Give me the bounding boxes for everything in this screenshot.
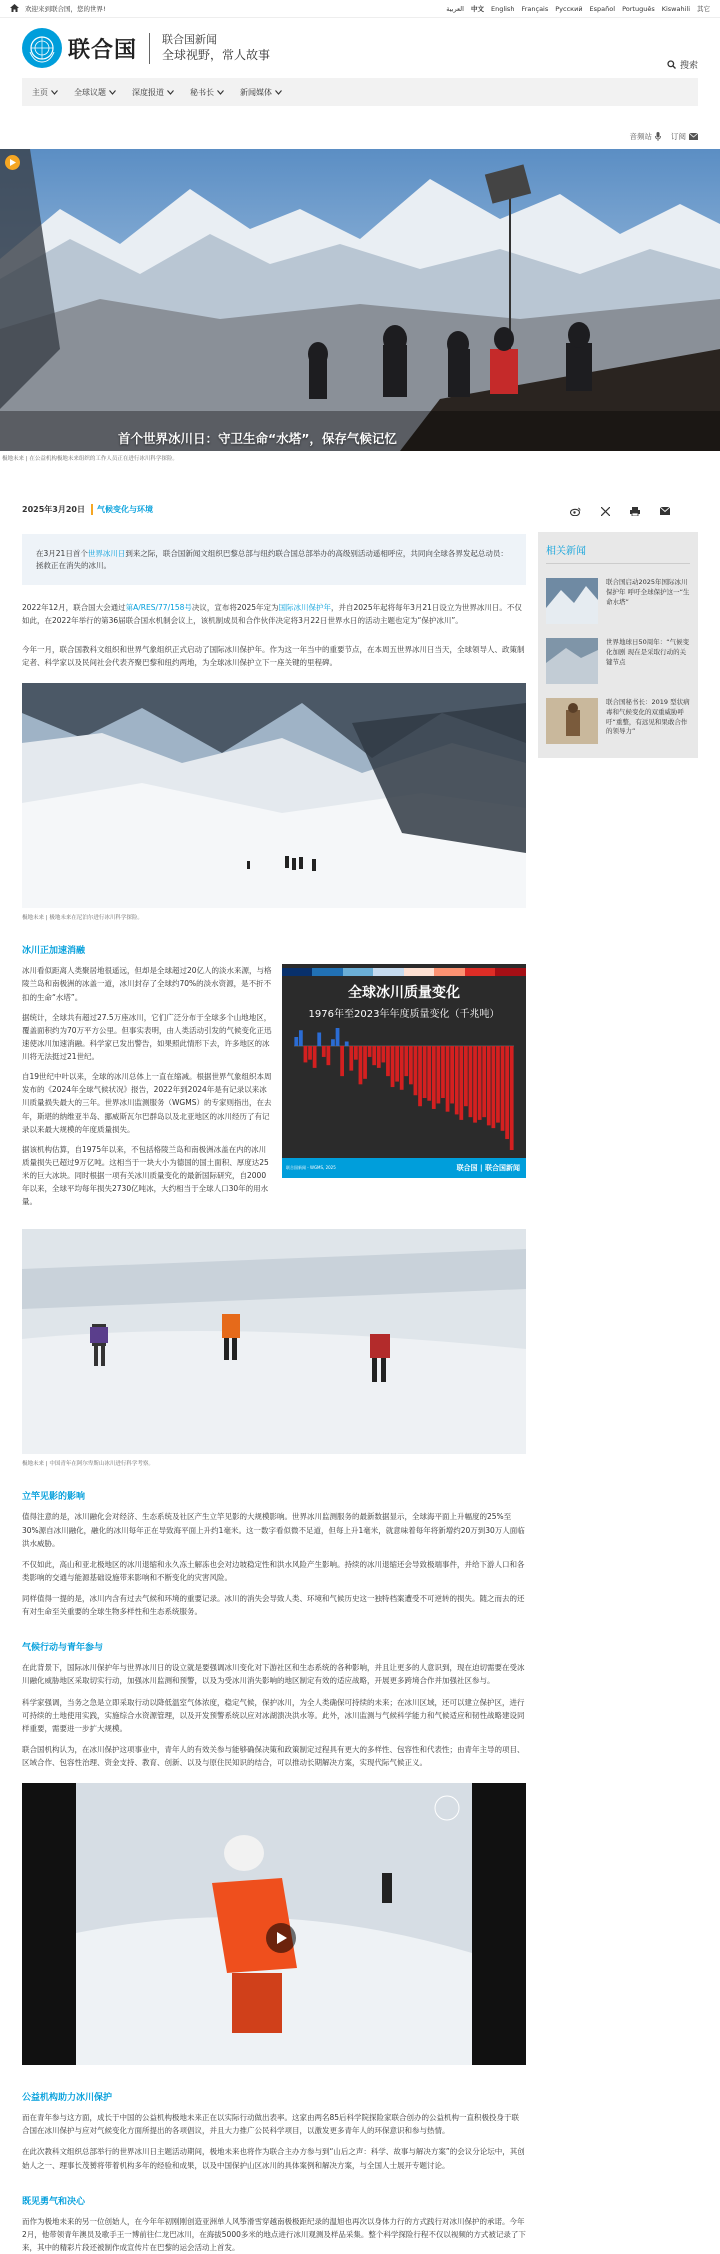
- search-button[interactable]: [667, 58, 698, 71]
- nav-item[interactable]: [32, 87, 58, 98]
- paragraph: 值得注意的是，冰川融化会对经济、生态系统及社区产生立竿见影的大规模影响。世界冰川监测服务的最新数据显示，全球海平面上升幅度的25%至30%源自冰川融化，融化的冰川每年正在导致海平面上升约1毫米。这一数字看似微不足道，但每上升1毫米，就意味着每年将新增约20万到30万人面临洪水威胁。: [22, 1512, 525, 1548]
- chart-bar: [372, 1046, 376, 1065]
- chart-bar: [354, 1046, 358, 1060]
- two-column-block: [22, 964, 526, 1215]
- related-news: [538, 532, 698, 758]
- language-link[interactable]: 中文: [470, 5, 484, 13]
- nav-item-label: 秘书长: [190, 87, 214, 97]
- related-thumb: [546, 578, 598, 624]
- chevron-down-icon: [167, 90, 174, 95]
- nav-item-label: 深度报道: [132, 87, 164, 97]
- home-icon[interactable]: [10, 4, 19, 14]
- chart-bar: [336, 1028, 340, 1046]
- language-link[interactable]: English: [490, 4, 515, 13]
- mail-icon[interactable]: [660, 507, 670, 515]
- paragraph: 同样值得一提的是，冰川内含有过去气候和环境的重要记录。冰川的消失会导致人类、环境和气候历史这一独特档案遭受不可逆转的损失。随之而去的还有对生命至关重要的全球生物多样性和生态系统服务。: [22, 1594, 525, 1617]
- related-item[interactable]: [546, 698, 690, 744]
- section-heading: 冰川正加速消融: [22, 946, 86, 957]
- chart-bar: [345, 1042, 349, 1047]
- related-news-title: 相关新闻: [546, 542, 690, 564]
- chart-bar: [294, 1037, 298, 1046]
- language-link[interactable]: Русский: [555, 4, 583, 13]
- tools-row: [0, 126, 720, 146]
- section-heading: 公益机构助力冰川保护: [22, 2093, 113, 2104]
- chart-bar: [450, 1046, 454, 1103]
- chart-footer: [282, 1158, 526, 1178]
- chart-bar: [391, 1046, 395, 1087]
- chart-bar: [386, 1046, 390, 1076]
- chevron-down-icon: [109, 90, 116, 95]
- article-meta: [22, 504, 526, 515]
- article-title: 首个世界冰川日：守卫生命“水塔”，保存气候记忆: [118, 431, 397, 446]
- figure-glacier-expedition: [22, 683, 526, 921]
- section-heading: 立竿见影的影响: [22, 1492, 86, 1503]
- chart-source: 联合国新闻 - WGMS, 2025: [286, 1165, 336, 1171]
- chevron-down-icon: [275, 90, 282, 95]
- language-link[interactable]: العربية: [446, 4, 464, 13]
- chart-bar: [395, 1046, 399, 1082]
- chart-bar: [409, 1046, 413, 1084]
- lead-text: 到来之际，联合国新闻文组织巴黎总部与纽约联合国总部举办的高级别活动遥相呼应，共同向全球各界发起总动员：拯救正在消失的冰川。: [36, 549, 508, 571]
- language-link[interactable]: Français: [521, 4, 549, 13]
- paragraph: 冰川看似距离人类聚居地很遥远，但却是全球超过20亿人的淡水来源，与格陵兰岛和南极洲的冰盖一道，冰川封存了全球约70%的淡水资源，是不折不扣的生命“水塔”。: [22, 966, 272, 1002]
- two-column-text: [22, 964, 272, 1215]
- climbers-photo: [22, 1229, 526, 1454]
- chart-bar: [496, 1046, 500, 1123]
- figure-caption: 极地未来 | 中国青年在阿尔卑斯山冰川进行科学考察。: [22, 1461, 154, 1468]
- related-title: 世界地球日50周年：“气候变化加剧 现在是采取行动的关键节点: [606, 638, 690, 666]
- paragraph: 据统计，全球共有超过27.5万座冰川，它们广泛分布于全球多个山地地区，覆盖面积约为70万平方公里。但事实表明，由人类活动引发的气候变化正迅速使冰川加速消融。科学家已发出警告，如果照此情形下去，许多地区的冰川将无法挺过21世纪。: [22, 1012, 272, 1061]
- subscribe-label: 订阅: [671, 131, 686, 141]
- chart-bar: [501, 1046, 505, 1131]
- language-link[interactable]: Español: [589, 4, 616, 13]
- paragraph: 在此背景下，国际冰川保护年与世界冰川日的设立就是要强调冰川变化对下游社区和生态系统的各种影响，并且让更多的人意识到，现在迫切需要在受冰川融化威胁地区采取切实行动，加强冰川监测和预警，以及为受冰川消失影响的地区制定有效的适应战略，开展更多跨境合作并加强社区参与。: [22, 1663, 525, 1686]
- chart-bar: [446, 1046, 450, 1112]
- related-item[interactable]: [546, 638, 690, 684]
- org-name: 联合国: [68, 33, 150, 64]
- chart-bar: [478, 1046, 482, 1120]
- chart-bar: [400, 1046, 404, 1090]
- paragraph: [22, 601, 526, 627]
- paragraph: 联合国机构认为，在冰川保护这项事业中，青年人的有效关参与能够确保决策和政策制定过程具有更大的多样性、包容性和代表性；由青年主导的项目、区域合作、包容性治理、资金支持、教育、创新、以及与原住民知识的结合，可以推动长期解决方案，实现代际气候正义。: [22, 1744, 525, 1767]
- figure-caption: 极地未来 | 极地未来在尼泊尔进行冰川科学探险。: [22, 915, 143, 922]
- language-switcher: [446, 4, 710, 13]
- article-body: [22, 498, 526, 2254]
- chart-bar: [331, 1040, 335, 1047]
- chart-title: 全球冰川质量变化: [348, 985, 460, 1002]
- related-title: 联合国秘书长：2019 型状病毒和气候变化的双重威胁呼吁“重整，有远见和果敢合作的领导力”: [606, 698, 690, 736]
- nav-item[interactable]: [74, 87, 116, 98]
- language-link[interactable]: Kiswahili: [661, 4, 690, 13]
- welcome-text: 欢迎来到联合国，您的世界!: [25, 5, 106, 13]
- chart-bar: [304, 1046, 308, 1062]
- hero-caption: 极地未来 | 在公益机构极地未来组织的工作人员正在进行冰川科学探险。: [2, 456, 178, 462]
- nav-item-label: 全球议题: [74, 87, 106, 97]
- paragraph-text: 决议，宣布将2025年定为: [191, 602, 279, 612]
- chart-bar: [464, 1046, 468, 1106]
- microphone-icon: [655, 132, 661, 141]
- nav-item[interactable]: [240, 87, 282, 98]
- chart-bar: [414, 1046, 418, 1095]
- site-name: [162, 32, 270, 64]
- chart-subtitle: 1976年至2023年年度质量变化（千兆吨）: [308, 1009, 500, 1021]
- warming-stripes: [282, 968, 526, 976]
- video-play-icon[interactable]: [266, 1923, 296, 1953]
- related-thumb: [546, 698, 598, 744]
- article-date: 2025年3月20日: [22, 505, 85, 514]
- search-label: 搜索: [679, 61, 698, 71]
- chart-bar: [510, 1046, 514, 1150]
- video-player[interactable]: [22, 1783, 526, 2068]
- glacier-mass-chart: [282, 964, 526, 1178]
- paragraph: 而作为极地未来的另一位创始人，在今年年初刚刚创造亚洲单人风筝滑雪穿越南极极距纪录的温旭也再次以身体力行的方式践行对冰川保护的承诺。今年2月，他带领青年澳员及歌手王一博前往仁龙巴冰川，在海拔5000多米的地点进行冰川观测及样品采集。整个科学探险行程不仅以视频的方式被记录了下来，其中的精彩片段还被制作成宣传片在巴黎的运会活动上首发。: [22, 2216, 526, 2252]
- category-link[interactable]: 气候变化与环境: [91, 504, 153, 515]
- chart-bar: [432, 1046, 436, 1109]
- related-item[interactable]: [546, 578, 690, 624]
- chart-bar: [381, 1046, 385, 1062]
- paragraph: 科学家强调，当务之急是立即采取行动以降低温室气体浓度，稳定气候，保护冰川，为全人类确保可持续的未来；在冰川区域，还可以建立保护区，进行可持续的土地使用实践，实施综合水资源管理，以及开发预警系统以应对冰湖溃决洪水等。此外，冰川监测与气候科学能力和气候适应和韧性战略建设同样重要，需要进一步扩大规模。: [22, 1697, 525, 1733]
- chart-bar: [359, 1046, 363, 1084]
- nav-item-label: 新闻媒体: [240, 87, 272, 97]
- subscribe-link[interactable]: [671, 131, 698, 142]
- chart-bar: [308, 1046, 312, 1060]
- un-emblem-icon: [22, 28, 62, 68]
- top-bar: [0, 0, 720, 18]
- chart-bar: [455, 1046, 459, 1114]
- language-link[interactable]: 其它: [697, 5, 710, 13]
- chart-brand: 联合国 | 联合国新闻: [456, 1164, 520, 1173]
- main-nav: [22, 78, 698, 106]
- chart-bar: [404, 1046, 408, 1076]
- chart-bar: [441, 1046, 445, 1098]
- chart-bar: [469, 1046, 473, 1117]
- chart-bar: [423, 1046, 427, 1098]
- chart-plot: [282, 1024, 526, 1154]
- paragraph: 而在青年参与这方面，成长于中国的公益机构极地未来正在以实际行动做出表率。这家由两名85后科学院探险家联合创办的公益机构一直积极投身于联合国在冰川保护与应对气候变化方面所提出的各项倡议，并且大力推广公民科学项目，以激发更多青年人的环保意识和参与热情。: [22, 2113, 520, 2136]
- chevron-down-icon: [217, 90, 224, 95]
- un-logo[interactable]: [22, 28, 162, 68]
- related-title: 联合国启动2025年国际冰川保护年 呼吁全球保护这一“生命水塔”: [606, 578, 690, 606]
- chart-bar: [340, 1046, 344, 1076]
- x-icon[interactable]: [601, 507, 610, 516]
- chart-bar: [377, 1046, 381, 1068]
- glacier-year-link[interactable]: 国际冰川保护年: [278, 602, 332, 612]
- resolution-link[interactable]: 第A/RES/77/158号: [125, 602, 192, 612]
- chart-bar: [487, 1046, 491, 1125]
- world-glacier-day-link[interactable]: 世界冰川日: [87, 549, 126, 558]
- nav-item[interactable]: [190, 87, 224, 98]
- mail-icon: [689, 133, 698, 140]
- chart-bar: [368, 1046, 372, 1057]
- audio-label: 音频站: [629, 131, 652, 141]
- section-heading: 既见勇气和决心: [22, 2196, 86, 2207]
- figure-climbers: [22, 1229, 526, 1467]
- site-tagline: 全球视野，常人故事: [162, 48, 271, 63]
- language-link[interactable]: Português: [622, 4, 655, 13]
- chart-bar: [436, 1046, 440, 1103]
- paragraph: 在此次教科文组织总部举行的世界冰川日主题活动期间，极地未来也将作为联合主办方参与到“山后之声：科学、故事与解决方案”的会议分论坛中，其创始人之一、理事长茂赟将带着机构多年的经验和成果，以及中国保护山区冰川的具体案例和解决方案，与全国人士展开专题讨论。: [22, 2147, 525, 2170]
- chart-bar: [473, 1046, 477, 1123]
- paragraph-text: 2022年12月，联合国大会通过: [22, 602, 126, 612]
- chart-bar: [349, 1046, 353, 1071]
- chart-bar: [363, 1046, 367, 1079]
- audio-link[interactable]: [630, 131, 662, 142]
- print-icon[interactable]: [630, 507, 640, 516]
- related-thumb: [546, 638, 598, 684]
- chevron-down-icon: [51, 90, 58, 95]
- lead-text: 在3月21日首个: [36, 549, 88, 558]
- chart-bar: [418, 1046, 422, 1106]
- chart-bar: [299, 1031, 303, 1047]
- warming-stripe: [521, 968, 526, 976]
- paragraph: 据该机构估算，自1975年以来，不包括格陵兰岛和南极洲冰盖在内的冰川质量损失已超过9万亿吨。这相当于一块大小为德国的国土面积、厚度达25米的巨大冰块。同时根据一项有关冰川质量变化的最新国际研究，自2000年以来，全球平均每年损失2730亿吨冰，大约相当于全球人口30年的用水量。: [22, 1144, 269, 1207]
- weibo-icon[interactable]: [570, 507, 581, 516]
- paragraph-text: ，并自2025年起将每年3月21日设立为世界冰川日。不仅如此，在2022年举行的第36届联合国水机制会议上，该机制成员和合作伙伴决定将3月22日世界水日的活动主题也定为“保护冰川”。: [22, 602, 522, 625]
- hero-image: [0, 149, 720, 451]
- article-lead: [22, 534, 526, 585]
- paragraph: 今年一月，联合国教科文组织和世界气象组织正式启动了国际冰川保护年。作为这一年当中的重要节点，在本周五世界冰川日当天，全球领导人、政策制定者、科学家以及民间社会代表齐聚巴黎和纽约两地，为全球冰川保护立下一座关键的里程碑。: [22, 645, 525, 668]
- share-bar: [538, 498, 698, 524]
- chart-bar: [322, 1046, 326, 1057]
- chart-bar: [482, 1046, 486, 1117]
- site-header: [0, 18, 720, 78]
- chart-bar: [505, 1046, 509, 1139]
- main-content: [0, 498, 720, 2254]
- sidebar: [538, 498, 698, 2254]
- chart-bar: [326, 1046, 330, 1065]
- section-heading: 气候行动与青年参与: [22, 1643, 104, 1654]
- chart-bar: [491, 1046, 495, 1128]
- chart-bar: [427, 1046, 431, 1101]
- glacier-photo: [22, 683, 526, 908]
- paragraph: 自19世纪中叶以来，全球的冰川总体上一直在缩减。根据世界气象组织本周发布的《2024年全球气候状况》报告，2022年到2024年是有记录以来冰川质量损失最大的三年。世界冰川监测服务（WGMS）的专家则指出，在去年，斯堪的纳维亚半岛、挪威斯瓦尔巴群岛以及北亚地区的冰川经历了有记录以来最大规模的年度质量损失。: [22, 1072, 272, 1134]
- chart-bar: [317, 1033, 321, 1047]
- paragraph: 不仅如此，高山和亚北极地区的冰川退缩和永久冻土解冻也会对边坡稳定性和洪水风险产生影响。持续的冰川退缩还会导致极端事件，并给下游人口和各类影响的交通与能源基础设施带来影响和不断变化的灾害风险。: [22, 1559, 525, 1582]
- play-icon[interactable]: [5, 155, 20, 170]
- chart-bar: [459, 1046, 463, 1120]
- search-icon: [667, 60, 676, 69]
- nav-item[interactable]: [132, 87, 174, 98]
- chart-bar: [313, 1046, 317, 1068]
- nav-item-label: 主页: [32, 87, 48, 97]
- site-title: 联合国新闻: [162, 32, 218, 46]
